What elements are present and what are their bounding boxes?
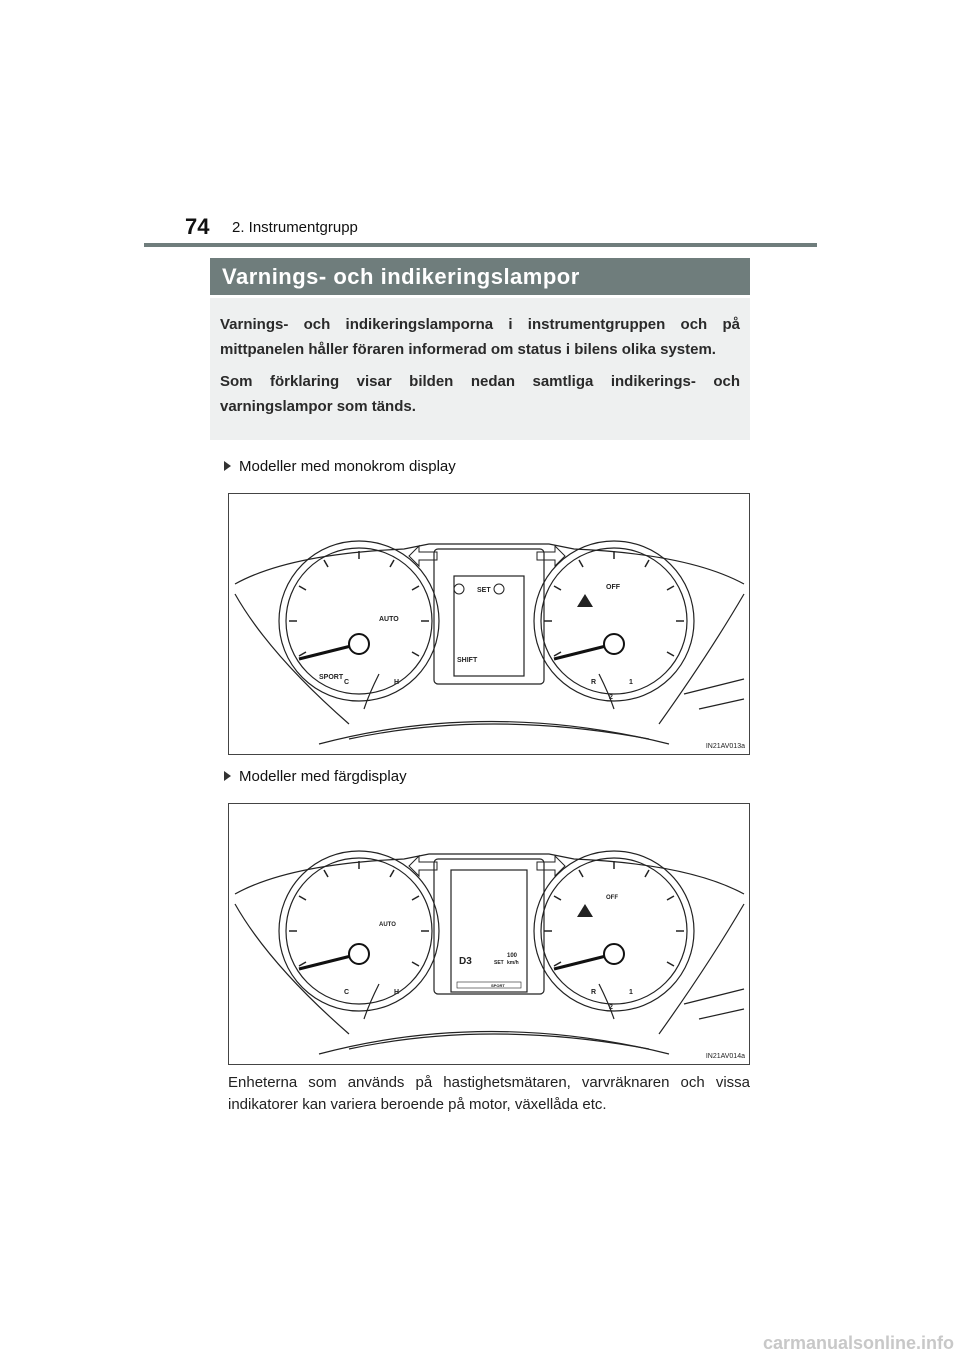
off-label: OFF <box>606 584 620 591</box>
two-label: 2 <box>609 1004 613 1011</box>
intro-paragraph-1: Varnings- och indikeringslamporna i instrumentgruppen och på mittpanelen håller föraren informerad om status i bilens olika system. <box>220 316 740 358</box>
display-speed: 100 <box>507 953 518 959</box>
header-divider <box>144 243 817 247</box>
sport-label: SPORT <box>319 674 344 681</box>
auto-label: AUTO <box>379 616 399 623</box>
cruise-icon <box>454 584 464 594</box>
master-warning-icon <box>577 594 593 607</box>
hot-label: H <box>394 679 400 686</box>
auto-hold-icon <box>494 584 504 594</box>
cold-label: C <box>344 679 350 686</box>
watermark: carmanualsonline.info <box>762 1333 954 1353</box>
display-set-label: SET <box>477 587 491 594</box>
figure-1-cluster-illustration <box>228 493 750 755</box>
figure-2-cluster-illustration <box>228 803 750 1065</box>
two-label: 2 <box>609 694 613 701</box>
hot-label: H <box>394 989 400 996</box>
page-number: 74 <box>185 214 210 239</box>
triangle-bullet-icon <box>224 771 231 781</box>
off-label: OFF <box>606 895 618 901</box>
instrument-cluster-color <box>229 804 749 1064</box>
figure-2-caption <box>224 768 407 785</box>
auto-label: AUTO <box>379 922 396 928</box>
figure-1-caption-text: Modeller med monokrom display <box>239 458 456 475</box>
intro-box <box>210 298 750 440</box>
turn-left-icon <box>409 546 437 566</box>
figure-1-code: IN21AV013a <box>705 743 745 750</box>
chapter-title: 2. Instrumentgrupp <box>232 219 358 236</box>
instrument-cluster-monochrome <box>229 494 749 754</box>
one-label: 1 <box>629 679 633 686</box>
display-set-label: SET <box>494 960 504 966</box>
intro-paragraph-2: Som förklaring visar bilden nedan samtliga indikerings- och varningslampor som tänds. <box>220 373 740 415</box>
display-sport-label: SPORT <box>491 983 505 988</box>
display-unit: km/h <box>507 960 519 966</box>
figure-1-caption <box>224 458 456 475</box>
figure-2-code: IN21AV014a <box>705 1053 745 1060</box>
triangle-bullet-icon <box>224 461 231 471</box>
section-title: Varnings- och indikeringslampor <box>210 258 750 295</box>
cold-label: C <box>344 989 350 996</box>
reverse-label: R <box>591 989 597 996</box>
display-status-row <box>457 982 521 988</box>
turn-left-icon <box>409 856 437 876</box>
display-shift-label: SHIFT <box>457 657 478 664</box>
footer-note: Enheterna som används på hastighetsmätaren, varvräknaren och vissa indikatorer kan variera beroende på motor, växellåda etc. <box>228 1074 750 1113</box>
figure-2-caption-text: Modeller med färgdisplay <box>239 768 407 785</box>
master-warning-icon <box>577 904 593 917</box>
one-label: 1 <box>629 989 633 996</box>
reverse-label: R <box>591 679 597 686</box>
display-gear: D3 <box>459 956 472 967</box>
